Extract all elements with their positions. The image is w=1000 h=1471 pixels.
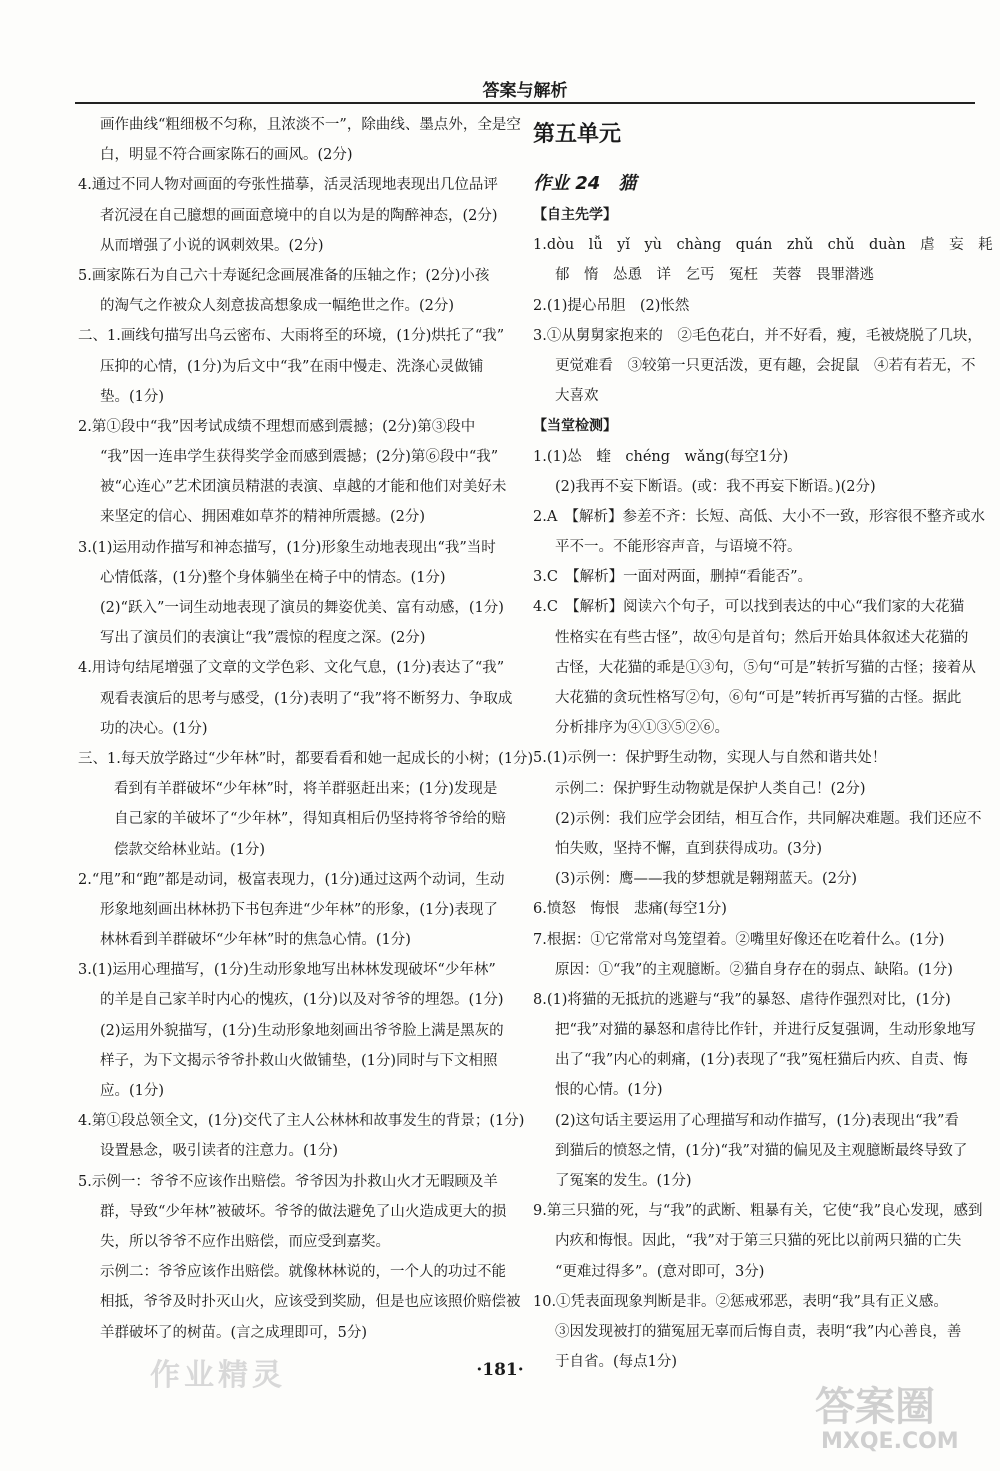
page-number: ·181· [476,1360,524,1380]
answer-line: 3.①从舅舅家抱来的 ②毛色花白，并不好看，瘦，毛被烧脱了几块， [533,327,982,344]
answer-line: 羊群破坏了的树苗。(言之成理即可，5分) [100,1324,368,1341]
answer-line: 性格实在有些古怪”，故④句是首句；然后开始具体叙述大花猫的 [555,629,969,646]
section-zizhu: 【自主先学】 [533,207,617,223]
answer-line: 恨的心情。(1分) [555,1082,663,1099]
answer-line: 4.通过不同人物对画面的夸张性描摹，活灵活现地表现出几位品评 [78,177,498,194]
watermark-left: 作业精灵 [150,1358,286,1393]
answer-line: 9.第三只猫的死，与“我”的武断、粗暴有关，它使“我”良心发现，感到 [533,1203,983,1220]
answer-line: 从而增强了小说的讽刺效果。(2分) [100,237,324,254]
answer-line: 3.C 【解析】一面对两面，删掉“看能否”。 [533,569,813,586]
answer-line: 把“我”对猫的暴怒和虐待比作针，并进行反复强调，生动形象地写 [555,1022,976,1039]
answer-line: 10.①凭表面现象判断是非。②惩戒邪恶，表明“我”具有正义感。 [533,1293,948,1310]
answer-line: 画作曲线“粗细极不匀称，且浓淡不一”，除曲线、墨点外，全是空 [100,117,521,133]
answer-line: 三、1.每天放学路过“少年林”时，都要看看和她一起成长的小树；(1分) [78,750,534,767]
answer-line: (2)运用外貌描写，(1分)生动形象地刻画出爷爷脸上满是黑灰的 [100,1022,504,1039]
answer-line: 7.根据：①它常常对鸟笼望着。②嘴里好像还在吃着什么。(1分) [533,931,945,948]
answer-line: 林林看到羊群破坏“少年林”时的焦急心情。(1分) [100,932,411,949]
answer-line: (3)示例：鹰——我的梦想就是翱翔蓝天。(2分) [555,871,858,888]
answer-line: 者沉浸在自己臆想的画面意境中的自以为是的陶醉神态，(2分) [100,207,498,224]
section-dangtang: 【当堂检测】 [533,418,617,435]
answer-line: 了冤案的发生。(1分) [555,1173,692,1189]
answer-line: 分析排序为④①③⑤②⑥。 [555,720,729,737]
answer-line: (2)示例：我们应学会团结，相互合作，共同解决难题。我们还应不 [555,810,982,827]
answers-zizhu [533,230,993,411]
answer-line: 5.(1)示例一：保护野生动物，实现人与自然和谐共处！ [533,750,887,767]
left-column [78,110,534,1348]
answer-line: 自己家的羊破坏了“少年林”，得知真相后仍坚持将爷爷给的赔 [114,811,506,828]
homework-title: 作业 24 猫 [533,173,637,194]
answer-line: 原因：①“我”的主观臆断。②猫自身存在的弱点、缺陷。(1分) [555,961,953,978]
answer-line: 郁 惰 怂恿 详 乞丐 冤枉 芙蓉 畏罪潜逃 [555,267,874,284]
answer-line: 于自省。(每点1分) [555,1354,678,1371]
answer-line: 怕失败，坚持不懈，直到获得成功。(3分) [555,840,823,857]
answer-line: 平不一。不能形容声音，与语境不符。 [555,539,802,556]
answer-line: 功的决心。(1分) [100,720,208,737]
answer-line: 1.dòu lǚ yǐ yù chàng quán zhǔ chǔ duàn 虐 妄 耗 [533,237,993,254]
right-column [533,110,993,1377]
answer-line: 5.示例一：爷爷不应该作出赔偿。爷爷因为扑救山火才无暇顾及羊 [78,1173,498,1190]
answer-line: 4.第①段总领全文，(1分)交代了主人公林林和故事发生的背景；(1分) [78,1113,525,1130]
unit-title: 第五单元 [533,122,622,147]
answer-line: 4.用诗句结尾增强了文章的文学色彩、文化气息，(1分)表达了“我” [78,660,505,677]
answer-line: 8.(1)将猫的无抵抗的逃避与“我”的暴怒、虐待作强烈对比，(1分) [533,991,951,1008]
answer-line: 内疚和悔恨。因此，“我”对于第三只猫的死比以前两只猫的亡失 [555,1233,962,1250]
watermark-right [815,1385,975,1465]
answer-line: 写出了演员们的表演让“我”震惊的程度之深。(2分) [100,630,426,647]
watermark-url: MXQE.COM [821,1429,959,1454]
answer-line: ③因发现被打的猫冤屈无辜而后悔自责，表明“我”内心善良，善 [555,1323,962,1340]
answer-line: (2)这句话主要运用了心理描写和动作描写，(1分)表现出“我”看 [555,1112,959,1129]
answer-line: 3.(1)运用心理描写，(1分)生动形象地写出林林发现破坏“少年林” [78,962,496,979]
answer-line: 观看表演后的思考与感受，(1分)表明了“我”将不断努力、争取成 [100,690,513,707]
answer-line: 设置悬念，吸引读者的注意力。(1分) [100,1143,339,1160]
answer-line: 3.(1)运用动作描写和神态描写，(1分)形象生动地表现出“我”当时 [78,539,496,556]
answer-line: 的羊是自己家羊时内心的愧疚，(1分)以及对爷爷的埋怨。(1分) [100,992,504,1009]
answer-line: 5.画家陈石为自己六十寿诞纪念画展准备的压轴之作；(2分)小孩 [78,267,490,284]
answer-line: 示例二：保护野生动物就是保护人类自己！(2分) [555,780,866,797]
answer-line: 相抵，爷爷及时扑灭山火，应该受到奖励，但是也应该照价赔偿被 [100,1294,521,1311]
answer-line: 二、1.画线句描写出乌云密布、大雨将至的环境，(1分)烘托了“我” [78,328,505,345]
header-title: 答案与解析 [482,81,568,101]
answer-line: 1.(1)怂 蝰 chéng wǎng(每空1分) [533,448,789,465]
answer-line: 失，所以爷爷不应作出赔偿，而应受到嘉奖。 [100,1233,390,1250]
watermark-logo-text: 答案圈 [815,1384,935,1430]
answer-line: (2)“跃入”一词生动地表现了演员的舞姿优美、富有动感，(1分) [100,600,504,616]
answer-line: 更觉难看 ③较第一只更活泼，更有趣，会捉鼠 ④若有若无，不 [555,357,976,374]
answer-line: 的淘气之作被众人刻意拔高想象成一幅绝世之作。(2分) [100,298,455,315]
answer-line: 2.“甩”和“跑”都是动词，极富表现力，(1分)通过这两个动词，生动 [78,871,505,888]
answer-line: 出了“我”内心的刺痛，(1分)表现了“我”冤枉猫后内疚、自责、悔 [555,1052,968,1069]
answer-line: (2)我再不妄下断语。(或：我不再妄下断语。)(2分) [555,478,876,495]
answers-dangtang [533,442,986,1378]
answer-line: 群，导致“少年林”被破坏。爷爷的做法避免了山火造成更大的损 [100,1203,507,1220]
answer-line: 白，明显不符合画家陈石的画风。(2分) [100,147,353,164]
answer-line: 示例二：爷爷应该作出赔偿。就像林林说的，一个人的功过不能 [100,1264,506,1281]
answer-line: 被“心连心”艺术团演员精湛的表演、卓越的才能和他们对美好未 [100,479,507,496]
answer-line: 压抑的心情，(1分)为后文中“我”在雨中慢走、洗涤心灵做铺 [100,358,484,375]
answer-line: 大喜欢 [555,388,599,405]
answer-line: 古怪，大花猫的乖是①③句，⑤句“可是”转折写猫的古怪；接着从 [555,659,976,676]
answer-line: 垫。(1分) [100,388,165,405]
answer-line: 2.第①段中“我”因考试成绩不理想而感到震撼；(2分)第③段中 [78,418,476,435]
answer-line: 应。(1分) [100,1083,165,1099]
answer-line: 来坚定的信心、拥困难如草芥的精神所震撼。(2分) [100,509,426,526]
answer-line: 心情低落，(1分)整个身体躺坐在椅子中的情态。(1分) [100,569,446,586]
answer-line: “我”因一连串学生获得奖学金而感到震撼；(2分)第⑥段中“我” [100,449,499,466]
answer-line: 2.A 【解析】参差不齐：长短、高低、大小不一致，形容很不整齐或水 [533,508,986,525]
answer-line: 样子，为下文揭示爷爷扑救山火做铺垫，(1分)同时与下文相照 [100,1052,498,1069]
answer-line: 到猫后的愤怒之情，(1分)“我”对猫的偏见及主观臆断最终导致了 [555,1142,968,1159]
answer-line: 4.C 【解析】阅读六个句子，可以找到表达的中心“我们家的大花猫 [533,599,965,616]
answer-line: “更难过得多”。(意对即可，3分) [555,1263,765,1280]
answer-line: 偿款交给林业站。(1分) [114,841,266,858]
page-header [75,72,975,104]
answer-line: 2.(1)提心吊胆 (2)怅然 [533,297,690,314]
answer-line: 形象地刻画出林林扔下书包奔进“少年林”的形象，(1分)表现了 [100,901,498,918]
answer-line: 6.愤怒 悔恨 悲痛(每空1分) [533,901,727,918]
answer-line: 看到有羊群破坏“少年林”时，将羊群驱赶出来；(1分)发现是 [114,781,498,798]
answer-line: 大花猫的贪玩性格写②句，⑥句“可是”转折再写猫的古怪。据此 [555,690,962,706]
